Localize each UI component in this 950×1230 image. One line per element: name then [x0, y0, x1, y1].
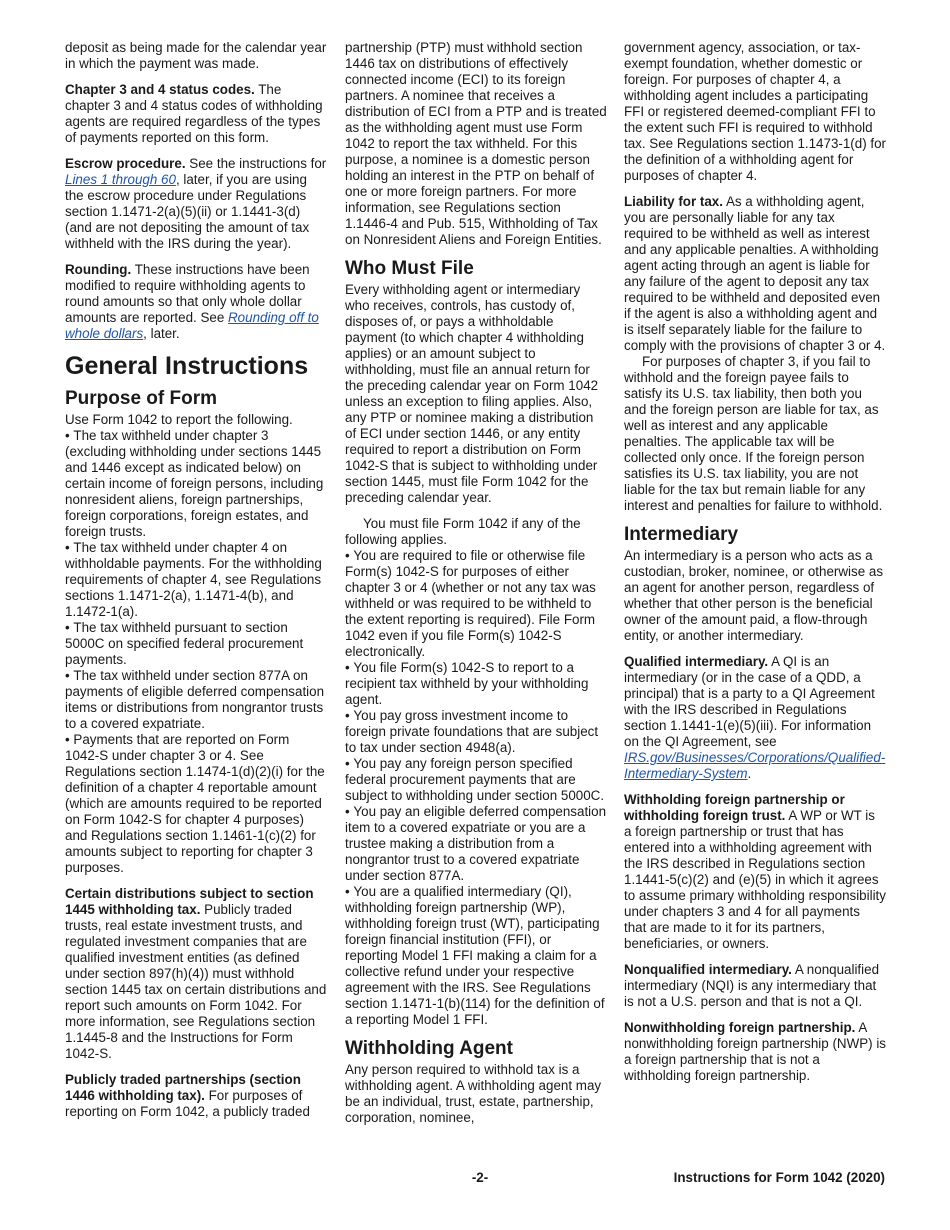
heading-rounding: Rounding.: [65, 262, 132, 277]
heading-certain-distributions: Certain distributions subject to section 1445 withholding tax.: [65, 886, 314, 917]
heading-escrow: Escrow procedure.: [65, 156, 186, 171]
must-file-list: [345, 548, 607, 1028]
link-rounding-off[interactable]: Rounding off to whole dollars: [65, 310, 319, 341]
list-item: • The tax withheld pursuant to section 5000C on specified federal procurement payments.: [65, 620, 327, 668]
paragraph-status-codes: Chapter 3 and 4 status codes. The chapter 3 and 4 status codes of withholding agents are required regardless of the types of payments reported on this form.: [65, 82, 323, 145]
column-2: [345, 40, 607, 1136]
page-number: -2-: [471, 1170, 489, 1185]
heading-intermediary: Intermediary: [624, 524, 739, 545]
paragraph-escrow: Escrow procedure. See the instructions for Lines 1 through 60, later, if you are using the escrow procedure under Regulations section 1.1471-2(a)(5)(ii) or 1.1441-3(d) (and are not depositing the amount of tax withheld with the IRS during the year).: [65, 156, 327, 251]
heading-general-instructions: General Instructions: [65, 352, 309, 380]
column-1: [65, 40, 327, 1130]
list-item: • You pay any foreign person specified federal procurement payments that are subject to withholding under section 5000C.: [345, 756, 607, 804]
column-3: [624, 40, 886, 1094]
heading-nonqualified-intermediary: Nonqualified intermediary.: [624, 962, 792, 977]
list-item: • You are a qualified intermediary (QI), withholding foreign partnership (WP), withholding foreign trust (WT), participating foreign financial institution (FFI), or reporting Model 1 FFI making a claim for a collective refund under your respective agreement with the IRS. See Regulations section 1.1471-1(b)(114) for the definition of a reporting Model 1 FFI.: [345, 884, 607, 1028]
heading-nonwithholding-partnership: Nonwithholding foreign partnership.: [624, 1020, 856, 1035]
heading-ptp: Publicly traded partnerships (section 1446 withholding tax).: [65, 1072, 301, 1103]
paragraph-intermediary: An intermediary is a person who acts as a custodian, broker, nominee, or otherwise as an agent for another person, regardless of whether that other person is the beneficial owner of the amount paid, a flow-through entity, or another intermediary.: [624, 548, 884, 643]
list-item: • Payments that are reported on Form 1042-S under chapter 3 or 4. See Regulations section 1.1474-1(d)(2)(i) for the definition of a chapter 4 reportable amount (which are amounts required to be reported on Form 1042-S for chapter 4 purposes) and Regulations section 1.1461-1(c)(2) for amounts subject to reporting for chapter 3 purposes.: [65, 732, 327, 876]
list-item: • You file Form(s) 1042-S to report to a recipient tax withheld by your withholding agent.: [345, 660, 607, 708]
heading-withholding-agent: Withholding Agent: [345, 1038, 513, 1059]
purpose-list: [65, 428, 327, 876]
list-item: • The tax withheld under section 877A on payments of eligible deferred compensation items or distributions from nongrantor trusts to a covered expatriate.: [65, 668, 327, 732]
paragraph-nonwithholding-partnership: Nonwithholding foreign partnership. A nonwithholding foreign partnership (NWP) is a foreign partnership that is not a withholding foreign partnership.: [624, 1020, 886, 1083]
paragraph-certain-distributions: Certain distributions subject to section 1445 withholding tax. Publicly traded trusts, real estate investment trusts, and regulated investment companies that are qualified investment entities (as defined under section 897(h)(4)) must withhold section 1445 tax on certain distributions and report such amounts on Form 1042. For more information, see Regulations section 1.1445-8 and the Instructions for Form 1042-S.: [65, 886, 327, 1061]
paragraph-withholding-agent: Any person required to withhold tax is a withholding agent. A withholding agent may be an individual, trust, estate, partnership, corporation, nominee,: [345, 1062, 602, 1125]
heading-who-must-file: Who Must File: [345, 258, 474, 279]
purpose-intro: Use Form 1042 to report the following.: [65, 412, 293, 427]
list-item: • The tax withheld under chapter 4 on withholdable payments. For the withholding requirements of chapter 4, see Regulations sections 1.1471-2(a), 1.1471-4(b), and 1.1472-1(a).: [65, 540, 327, 620]
link-lines-1-through-60[interactable]: Lines 1 through 60: [65, 172, 176, 187]
heading-withholding-foreign-partnership: Withholding foreign partnership or withholding foreign trust.: [624, 792, 845, 823]
list-item: • You pay gross investment income to foreign private foundations that are subject to tax under section 4948(a).: [345, 708, 607, 756]
paragraph-ptp-continued: partnership (PTP) must withhold section 1446 tax on distributions of effectively connected income (ECI) to its foreign partners. A nominee that receives a distribution of ECI from a PTP and is treated as the withholding agent must use Form 1042 to report the tax withheld. For this purpose, a nominee is a domestic person holding an interest in the PTP on behalf of one or more foreign partners. For more information, see Regulations section 1.1446-4 and Pub. 515, Withholding of Tax on Nonresident Aliens and Foreign Entities.: [345, 40, 607, 247]
heading-purpose-of-form: Purpose of Form: [65, 388, 218, 409]
paragraph-government-agency: government agency, association, or tax-exempt foundation, whether domestic or foreign. For purposes of chapter 4, a withholding agent includes a participating FFI or registered deemed-compliant FFI to the extent such FFI is required to withhold tax. See Regulations section 1.1473-1(d) for the definition of a withholding agent for purposes of chapter 4.: [624, 40, 887, 183]
heading-status-codes: Chapter 3 and 4 status codes.: [65, 82, 255, 97]
heading-liability: Liability for tax.: [624, 194, 723, 209]
paragraph-who-must-file: Every withholding agent or intermediary who receives, controls, has custody of, disposes of, or pays a withholdable payment (to which chapter 4 withholding applies) or an amount subject to withholding, must file an annual return for the preceding calendar year on Form 1042 unless an exception to filing applies. Also, any PTP or nominee making a distribution of ECI under section 1446, or any entity required to report a distribution on Form 1042-S that is subject to withholding under section 1445, must file Form 1042 for the preceding calendar year.: [345, 282, 599, 505]
paragraph-liability: Liability for tax. As a withholding agent, you are personally liable for any tax required to be withheld as well as interest and any applicable penalties. A withholding agent acting through an agent is liable for any failure of the agent to deposit any tax required to be withheld and deposited even if the agent is also a withholding agent and is itself separately liable for the failure to comply with the provisions of chapter 3 or 4.: [624, 194, 886, 353]
paragraph-chapter-3-liability: For purposes of chapter 3, if you fail to withhold and the foreign payee fails to satisfy its U.S. tax liability, then both you and the foreign person are liable for tax, as well as interest and any applicable penalties. The applicable tax will be collected only once. If the foreign person satisfies its U.S. tax liability, you are not liable for the tax but remain liable for any interest and penalties for failure to withhold.: [624, 354, 883, 513]
form-title: Instructions for Form 1042 (2020): [673, 1170, 885, 1185]
paragraph-withholding-foreign-partnership: Withholding foreign partnership or withholding foreign trust. A WP or WT is a foreign partnership or trust that has entered into a withholding agreement with the IRS described in Regulations section 1.1441-5(c)(2) and (e)(5) in which it agrees to assume primary withholding responsibility under chapters 3 and 4 for all payments that are made to it for its partners, beneficiaries, or owners.: [624, 792, 886, 951]
heading-qualified-intermediary: Qualified intermediary.: [624, 654, 769, 669]
paragraph-nonqualified-intermediary: Nonqualified intermediary. A nonqualified intermediary (NQI) is any intermediary that is not a U.S. person and that is not a QI.: [624, 962, 880, 1009]
paragraph-qualified-intermediary: Qualified intermediary. A QI is an intermediary (or in the case of a QDD, a principal) that is a party to a QI Agreement with the IRS described in Regulations section 1.1441-1(e)(5)(iii). For information on the QI Agreement, see IRS.gov/Businesses/Corporations/Qualified-Intermediary-System.: [624, 654, 886, 781]
link-qi-system[interactable]: IRS.gov/Businesses/Corporations/Qualified-Intermediary-System: [624, 750, 886, 781]
paragraph-deposit: deposit as being made for the calendar year in which the payment was made.: [65, 40, 327, 71]
list-item: • You pay an eligible deferred compensation item to a covered expatriate or you are a trustee making a distribution from a nongrantor trust to a covered expatriate under section 877A.: [345, 804, 607, 884]
list-item: • The tax withheld under chapter 3 (excluding withholding under sections 1445 and 1446 except as indicated below) on certain income of foreign persons, including nonresident aliens, foreign partnerships, foreign corporations, foreign estates, and foreign trusts.: [65, 428, 327, 540]
page-footer: [65, 1170, 885, 1186]
paragraph-ptp: Publicly traded partnerships (section 1446 withholding tax). For purposes of reporting on Form 1042, a publicly traded: [65, 1072, 310, 1119]
list-item: • You are required to file or otherwise file Form(s) 1042-S for purposes of either chapter 3 or 4 (whether or not any tax was withheld or was required to be withheld to the extent reporting is required). File Form 1042 even if you file Form(s) 1042-S electronically.: [345, 548, 607, 660]
must-file-intro: You must file Form 1042 if any of the following applies.: [345, 516, 581, 547]
paragraph-rounding: Rounding. These instructions have been modified to require withholding agents to round amounts so that only whole dollar amounts are reported. See Rounding off to whole dollars, later.: [65, 262, 319, 341]
